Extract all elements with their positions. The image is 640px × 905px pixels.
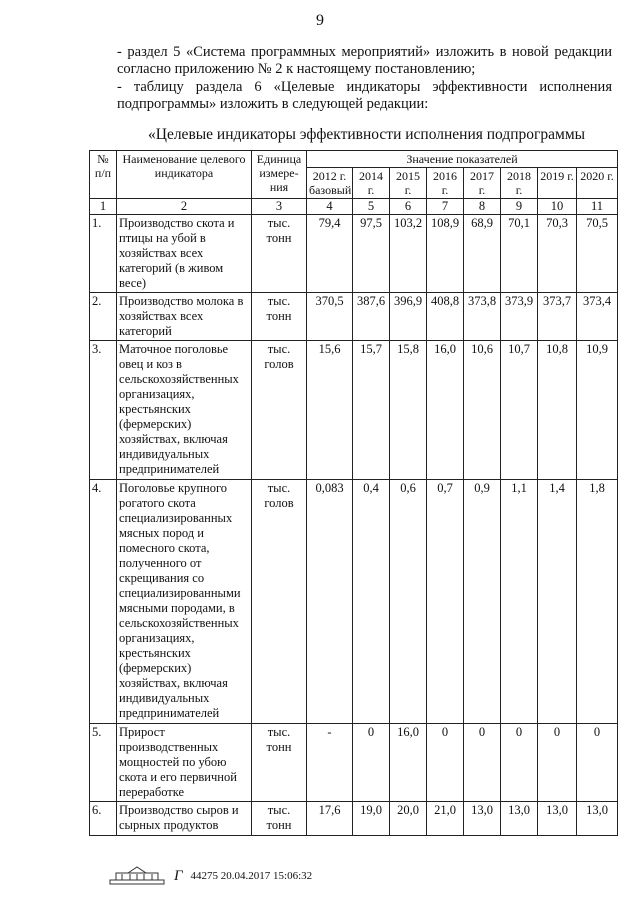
table-row: [90, 341, 618, 480]
paragraph-section6: - таблицу раздела 6 «Целевые индикаторы эффективности исполнения подпрограммы» изложить в следующей редакции:: [117, 79, 612, 112]
row-num: 6.: [90, 802, 117, 836]
row-value: 1,4: [538, 480, 577, 724]
column-index: 10: [538, 199, 577, 215]
document-footer: [108, 866, 312, 886]
row-value: 97,5: [353, 215, 390, 293]
header-year: 2016 г.: [427, 168, 464, 199]
row-value: 13,0: [577, 802, 618, 836]
row-indicator-name: Производство молока в хозяйствах всех категорий: [117, 293, 252, 341]
column-index: 2: [117, 199, 252, 215]
row-value: 373,4: [577, 293, 618, 341]
row-value: 0: [427, 724, 464, 802]
row-value: 1,8: [577, 480, 618, 724]
row-num: 3.: [90, 341, 117, 480]
row-unit: тыс. тонн: [252, 802, 307, 836]
row-value: 0,4: [353, 480, 390, 724]
row-value: 70,3: [538, 215, 577, 293]
row-value: 16,0: [427, 341, 464, 480]
row-unit: тыс. тонн: [252, 215, 307, 293]
row-value: 19,0: [353, 802, 390, 836]
table-row: [90, 293, 618, 341]
row-indicator-name: Маточное поголовье овец и коз в сельскохозяйственных организациях, крестьянских (фермерских) хозяйствах, включая индивидуальных предпринимателей: [117, 341, 252, 480]
row-value: 15,7: [353, 341, 390, 480]
row-value: 17,6: [307, 802, 353, 836]
column-index: 4: [307, 199, 353, 215]
table-row: [90, 480, 618, 724]
document-stamp-text: 44275 20.04.2017 15:06:32: [190, 870, 313, 882]
row-value: 396,9: [390, 293, 427, 341]
row-value: 10,8: [538, 341, 577, 480]
row-indicator-name: Производство скота и птицы на убой в хозяйствах всех категорий (в живом весе): [117, 215, 252, 293]
paragraph-section5: - раздел 5 «Система программных мероприятий» изложить в новой редакции согласно приложению № 2 к настоящему постановлению;: [117, 44, 612, 77]
row-value: 68,9: [464, 215, 501, 293]
row-value: 70,1: [501, 215, 538, 293]
row-value: -: [307, 724, 353, 802]
row-value: 370,5: [307, 293, 353, 341]
row-value: 0: [577, 724, 618, 802]
row-value: 15,6: [307, 341, 353, 480]
header-year: 2018 г.: [501, 168, 538, 199]
table-row: [90, 215, 618, 293]
column-index: 8: [464, 199, 501, 215]
header-year: 2019 г.: [538, 168, 577, 199]
row-unit: тыс. тонн: [252, 724, 307, 802]
row-value: 0: [501, 724, 538, 802]
column-index: 1: [90, 199, 117, 215]
row-num: 1.: [90, 215, 117, 293]
row-value: 373,9: [501, 293, 538, 341]
row-indicator-name: Прирост производственных мощностей по убою скота и его первичной переработке: [117, 724, 252, 802]
row-value: 10,6: [464, 341, 501, 480]
column-index: 7: [427, 199, 464, 215]
table-row: [90, 802, 618, 836]
row-value: 1,1: [501, 480, 538, 724]
column-index-row: [90, 199, 618, 215]
column-index: 11: [577, 199, 618, 215]
building-logo-icon: [108, 866, 166, 886]
row-value: 79,4: [307, 215, 353, 293]
header-name: Наименование целевого индикатора: [117, 151, 252, 199]
row-num: 2.: [90, 293, 117, 341]
row-indicator-name: Поголовье крупного рогатого скота специализированных мясных пород и помесного скота, полученного от скрещивания со специализированными мясными породами, в сельскохозяйственных организациях, крестьянских (фермерских) хозяйствах, включая индивидуальных предпринимателей: [117, 480, 252, 724]
row-value: 70,5: [577, 215, 618, 293]
row-num: 4.: [90, 480, 117, 724]
header-num: № п/п: [90, 151, 117, 199]
column-index: 9: [501, 199, 538, 215]
row-value: 13,0: [538, 802, 577, 836]
row-value: 10,9: [577, 341, 618, 480]
row-value: 408,8: [427, 293, 464, 341]
table-caption: «Целевые индикаторы эффективности исполнения подпрограммы: [148, 126, 586, 143]
row-indicator-name: Производство сыров и сырных продуктов: [117, 802, 252, 836]
row-value: 10,7: [501, 341, 538, 480]
row-value: 16,0: [390, 724, 427, 802]
row-num: 5.: [90, 724, 117, 802]
header-year: 2017 г.: [464, 168, 501, 199]
row-value: 13,0: [501, 802, 538, 836]
column-index: 5: [353, 199, 390, 215]
row-value: 0,7: [427, 480, 464, 724]
row-value: 21,0: [427, 802, 464, 836]
row-value: 0,6: [390, 480, 427, 724]
column-index: 6: [390, 199, 427, 215]
row-value: 103,2: [390, 215, 427, 293]
row-value: 13,0: [464, 802, 501, 836]
row-value: 0,083: [307, 480, 353, 724]
row-value: 108,9: [427, 215, 464, 293]
row-value: 387,6: [353, 293, 390, 341]
row-value: 373,7: [538, 293, 577, 341]
row-value: 0: [464, 724, 501, 802]
page-number: 9: [316, 12, 324, 29]
header-unit: Единица измере-ния: [252, 151, 307, 199]
row-unit: тыс. голов: [252, 480, 307, 724]
row-unit: тыс. тонн: [252, 293, 307, 341]
header-year: 2012 г. базовый: [307, 168, 353, 199]
header-year: 2015 г.: [390, 168, 427, 199]
row-value: 15,8: [390, 341, 427, 480]
row-value: 0: [353, 724, 390, 802]
indicators-table: [89, 150, 618, 836]
document-mark: Г: [174, 867, 183, 884]
row-value: 373,8: [464, 293, 501, 341]
column-index: 3: [252, 199, 307, 215]
row-value: 20,0: [390, 802, 427, 836]
header-year: 2014 г.: [353, 168, 390, 199]
table-row: [90, 724, 618, 802]
header-year: 2020 г.: [577, 168, 618, 199]
row-unit: тыс. голов: [252, 341, 307, 480]
header-values-group: Значение показателей: [307, 151, 618, 168]
row-value: 0,9: [464, 480, 501, 724]
row-value: 0: [538, 724, 577, 802]
